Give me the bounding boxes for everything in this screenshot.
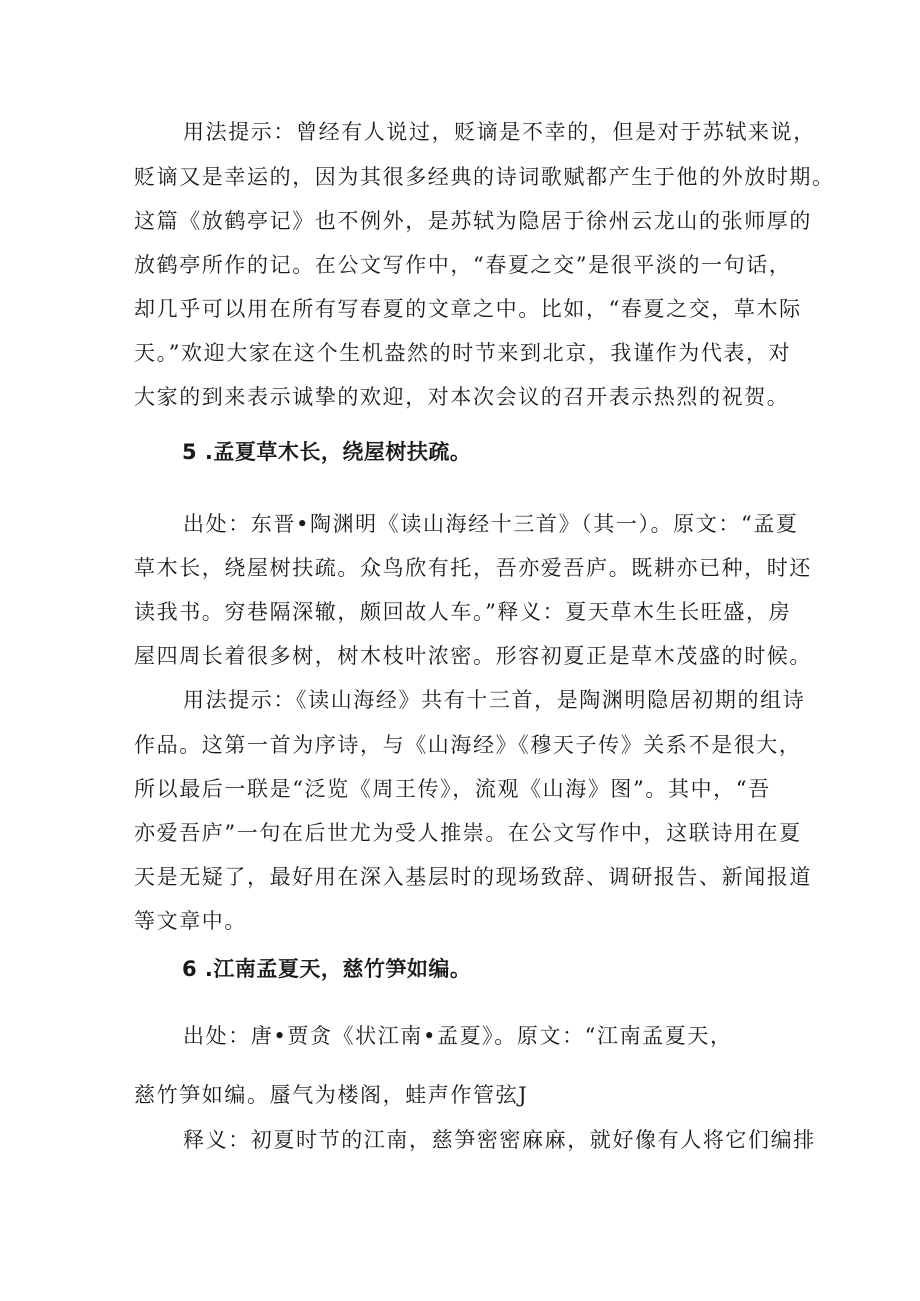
section-heading-5: 5 .孟夏草木长，绕屋树扶疏。 — [182, 440, 472, 464]
text-line: 天。”欢迎大家在这个生机盎然的时节来到北京，我谨作为代表，对 — [134, 341, 792, 365]
text-line: 用法提示：《读山海经》共有十三首，是陶渊明隐居初期的组诗 — [183, 688, 806, 712]
text-line: 作品。这第一首为序诗，与《山海经》《穆天子传》关系不是很大， — [134, 733, 802, 757]
section-heading-6: 6 .江南孟夏天，慈竹笋如编。 — [182, 957, 472, 981]
text-line: 用法提示：曾经有人说过，贬谪是不幸的，但是对于苏轼来说， — [183, 120, 816, 144]
text-line: 慈竹笋如编。蜃气为楼阁，蛙声作管弦J — [134, 1083, 529, 1107]
text-line: 天是无疑了，最好用在深入基层时的现场致辞、调研报告、新闻报道 — [134, 865, 812, 889]
text-line: 等文章中。 — [134, 909, 247, 933]
text-line: 出处：东晋•陶渊明《读山海经十三首》（其一）。原文：“孟夏 — [183, 512, 799, 536]
text-line: 却几乎可以用在所有写春夏的文章之中。比如，“春夏之交，草木际 — [134, 297, 802, 321]
text-line: 释义：初夏时节的江南，慈笋密密麻麻，就好像有人将它们编排 — [183, 1128, 816, 1152]
text-line: 屋四周长着很多树，树木枝叶浓密。形容初夏正是草木茂盛的时候。 — [134, 644, 812, 668]
text-line: 大家的到来表示诚挚的欢迎，对本次会议的召开表示热烈的祝贺。 — [134, 385, 790, 409]
text-line: 放鹤亭所作的记。在公文写作中，“春夏之交”是很平淡的一句话， — [134, 253, 792, 277]
text-line: 亦爱吾庐”一句在后世尤为受人推崇。在公文写作中，这联诗用在夏 — [134, 821, 802, 845]
text-line: 出处：唐•贾贪《状江南•孟夏》。原文：“江南孟夏天， — [183, 1024, 733, 1048]
text-line: 这篇《放鹤亭记》也不例外，是苏轼为隐居于徐州云龙山的张师厚的 — [134, 209, 812, 233]
text-line: 读我书。穷巷隔深辙，颇回故人车。”释义：夏天草木生长旺盛，房 — [134, 600, 792, 624]
text-line: 所以最后一联是“泛览《周王传》，流观《山海》图”。其中，“吾 — [134, 777, 771, 801]
text-line: 贬谪又是幸运的，因为其很多经典的诗词歌赋都产生于他的外放时期。 — [134, 165, 835, 189]
text-line: 草木长，绕屋树扶疏。众鸟欣有托，吾亦爱吾庐。既耕亦已种，时还 — [134, 556, 812, 580]
